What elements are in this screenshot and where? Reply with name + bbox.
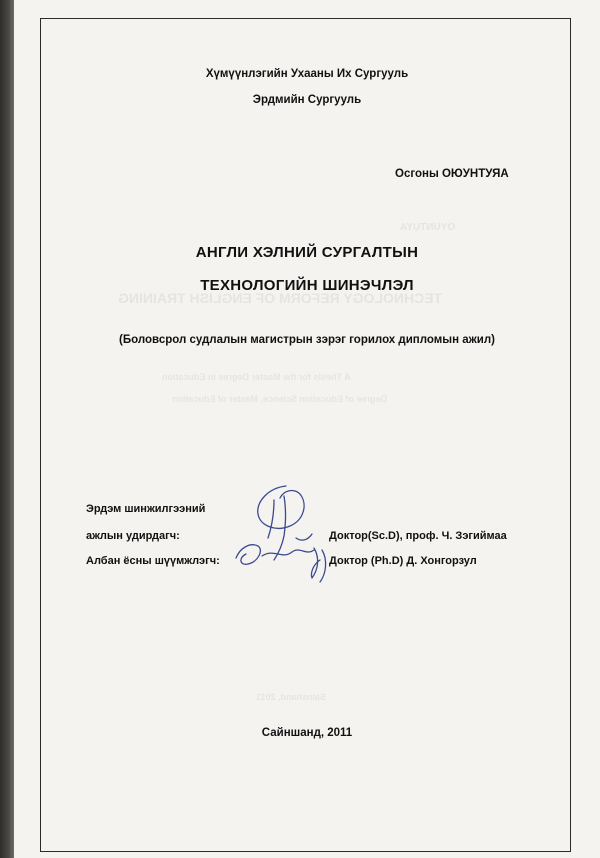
binding-edge — [0, 0, 14, 858]
bleed-through-line: Sainshand, 2011 — [256, 692, 327, 702]
thesis-subtitle: (Боловсрол судлалын магистрын зэрэг горилох дипломын ажил) — [119, 334, 495, 346]
place-and-year: Сайншанд, 2011 — [261, 727, 353, 739]
bleed-through-line: A Thesis for the Master Degree in Education — [162, 372, 351, 382]
reviewer-label: Албан ёсны шүүмжлэгч: — [86, 555, 220, 567]
supervisor-label-line-1: Эрдэм шинжилгээний — [86, 503, 206, 515]
bleed-through-line: Degree of Education Science, Master of Education — [172, 394, 388, 404]
supervisor-name: Доктор(Sc.D), проф. Ч. Зэгиймаа — [329, 530, 507, 542]
thesis-title-line-2: ТЕХНОЛОГИЙН ШИНЭЧЛЭЛ — [200, 277, 414, 294]
handwritten-signature — [228, 478, 348, 588]
university-name: Хүмүүнлэгийн Ухааны Их Сургууль — [205, 68, 409, 80]
school-name: Эрдмийн Сургууль — [252, 94, 362, 106]
author-name: Осгоны ОЮУНТУЯА — [395, 168, 509, 180]
reviewer-name: Доктор (Ph.D) Д. Хонгорзул — [329, 555, 477, 567]
thesis-title-line-1: АНГЛИ ХЭЛНИЙ СУРГАЛТЫН — [195, 244, 419, 261]
bleed-through-line: OYUNTUYA — [400, 222, 456, 233]
supervisor-label-line-2: ажлын удирдагч: — [86, 530, 180, 542]
bleed-through-title: TECHNOLOGY REFORM OF ENGLISH TRAINING — [118, 290, 443, 306]
